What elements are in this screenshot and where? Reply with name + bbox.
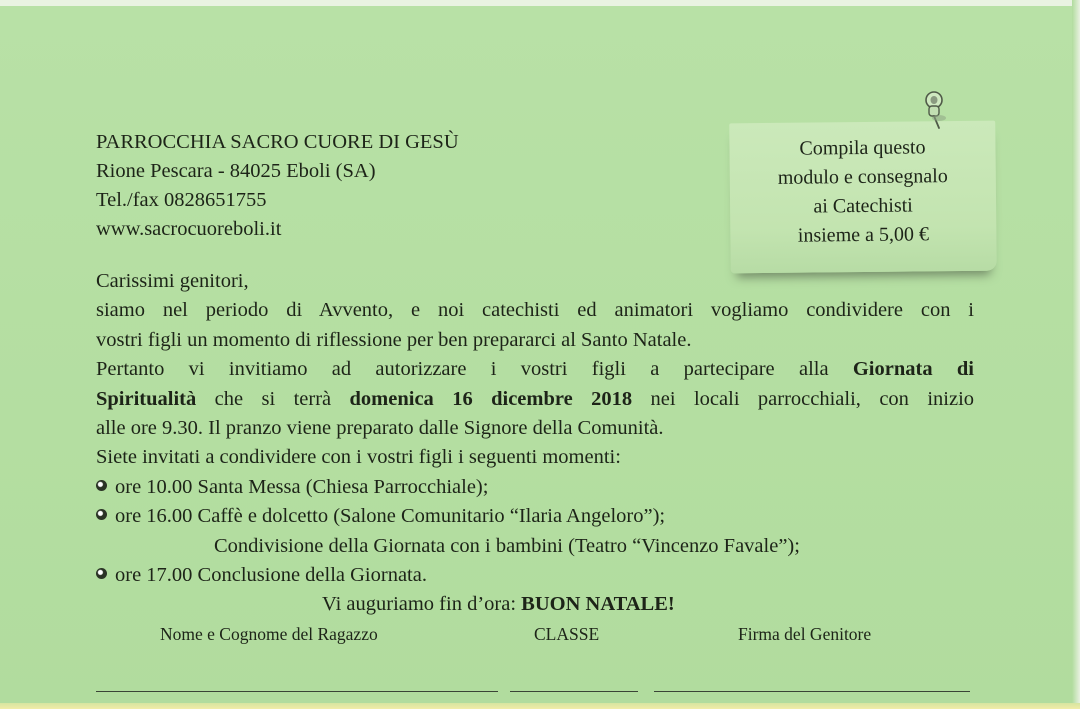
class-label: CLASSE [534,624,600,644]
note-line-1: Compila questo [799,136,926,160]
note-line-4: insieme a 5,00 € [797,223,930,247]
text-span: Pertanto vi invitiamo ad autorizzare i vostri figli a partecipare alla [96,358,853,381]
greeting-emphasis: BUON NATALE! [521,593,675,616]
parish-website: www.sacrocuoreboli.it [96,218,282,240]
parish-header [96,128,459,244]
schedule-text: ore 16.00 Caffè e dolcetto (Salone Comunitario “Ilaria Angeloro”); [115,505,666,528]
greeting-prefix: Vi auguriamo fin d’ora: [322,593,522,616]
pushpin-icon [920,88,950,132]
letter-body [96,267,974,620]
bullet-icon [96,480,107,491]
paragraph-line: Siete invitati a condividere con i vostri figli i seguenti momenti: [96,446,621,469]
paragraph-line [96,355,974,384]
scan-edge-right [1072,0,1080,709]
list-item [96,502,974,531]
event-date: domenica 16 dicembre 2018 [349,387,633,410]
class-line [510,691,638,692]
scan-edge-bottom [0,703,1080,709]
parent-signature-line [654,691,970,692]
parish-name: PARROCCHIA SACRO CUORE DI GESÙ [96,131,459,153]
schedule-list [96,473,974,591]
paragraph-line: alle ore 9.30. Il pranzo viene preparato dalle Signore della Comunità. [96,417,664,440]
list-item [96,473,974,502]
sticky-note-text [729,133,996,252]
parish-phone: Tel./fax 0828651755 [96,189,267,211]
bullet-icon [96,509,107,520]
event-name-cont: Spiritualità [96,387,197,410]
list-item-continuation: Condivisione della Giornata con i bambini (Teatro “Vincenzo Favale”); [214,534,800,557]
text-span: che si terrà [196,387,350,410]
salutation: Carissimi genitori, [96,270,249,292]
bullet-icon [96,568,107,579]
sticky-note [729,121,997,274]
note-line-2: modulo e consegnalo [777,165,948,189]
greeting [96,590,974,619]
paragraph-line [96,385,974,414]
note-line-3: ai Catechisti [813,194,913,218]
list-item [96,561,974,590]
parish-address: Rione Pescara - 84025 Eboli (SA) [96,160,376,182]
event-name: Giornata di [852,358,974,381]
parent-signature-label: Firma del Genitore [738,624,872,644]
schedule-text: ore 10.00 Santa Messa (Chiesa Parrocchiale); [115,475,489,498]
text-span: nei locali parrocchiali, con inizio [632,387,975,410]
schedule-text: ore 17.00 Conclusione della Giornata. [115,564,427,587]
scan-edge-top [0,0,1080,6]
paragraph-line: siamo nel periodo di Avvento, e noi catechisti ed animatori vogliamo condividere con i [96,299,974,322]
paragraph-line: vostri figli un momento di riflessione per ben prepararci al Santo Natale. [96,328,692,351]
student-name-label: Nome e Cognome del Ragazzo [160,624,378,644]
student-name-line [96,691,498,692]
